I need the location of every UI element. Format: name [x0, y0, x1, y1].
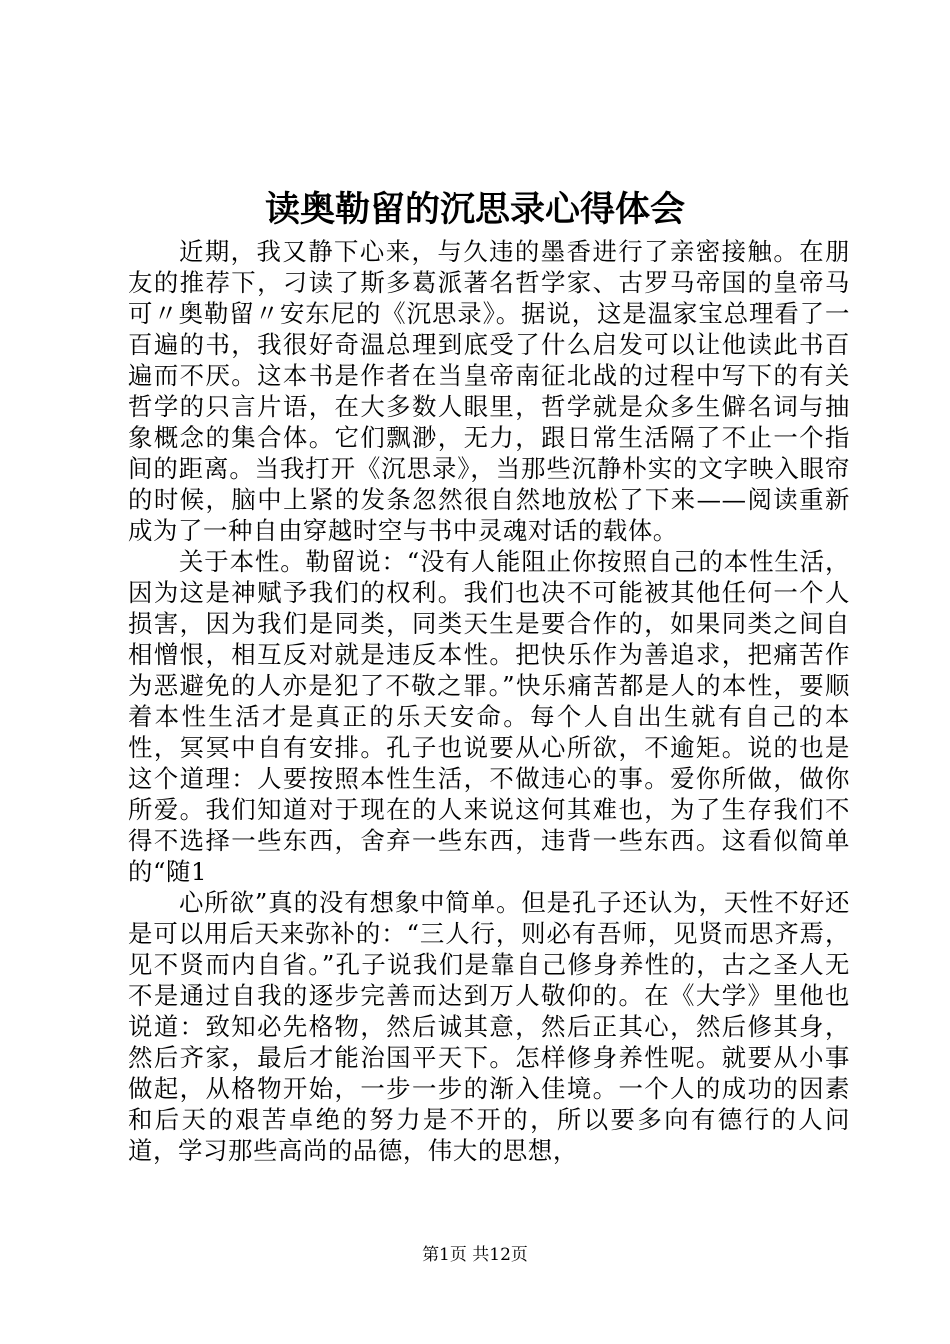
document-title: 读奥勒留的沉思录心得体会 — [264, 189, 685, 230]
document-body — [128, 236, 850, 1166]
page-footer: 第1页 共12页 — [422, 1245, 528, 1265]
paragraph: 近期，我又静下心来，与久违的墨香进行了亲密接触。在朋友的推荐下，刁读了斯多葛派著名哲学家、古罗马帝国的皇帝马可〃奥勒留〃安东尼的《沉思录》。据说，这是温家宝总理看了一百遍的书，我很好奇温总理到底受了什么启发可以让他读此书百遍而不厌。这本书是作者在当皇帝南征北战的过程中写下的有关哲学的只言片语，在大多数人眼里，哲学就是众多生僻名词与抽象概念的集合体。它们飘渺，无力，跟日常生活隔了不止一个指间的距离。当我打开《沉思录》，当那些沉静朴实的文字映入眼帘的时候，脑中上紧的发条忽然很自然地放松了下来——阅读重新成为了一种自由穿越时空与书中灵魂对话的载体。 — [128, 237, 850, 545]
paragraph: 关于本性。勒留说：“没有人能阻止你按照自己的本性生活，因为这是神赋予我们的权利。我们也决不可能被其他任何一个人损害，因为我们是同类，同类天生是要合作的，如果同类之间自相憎恨，相互反对就是违反本性。把快乐作为善追求，把痛苦作为恶避免的人亦是犯了不敬之罪。”快乐痛苦都是人的本性，要顺着本性生活才是真正的乐天安命。每个人自出生就有自己的本性，冥冥中自有安排。孔子也说要从心所欲，不逾矩。说的也是这个道理：人要按照本性生活，不做违心的事。爱你所做，做你所爱。我们知道对于现在的人来说这何其难也，为了生存我们不得不选择一些东西，舍弃一些东西，违背一些东西。这看似简单的“随1 — [128, 547, 850, 886]
paragraph: 心所欲”真的没有想象中简单。但是孔子还认为，天性不好还是可以用后天来弥补的：“三人行，则必有吾师，见贤而思齐焉，见不贤而内自省。”孔子说我们是靠自己修身养性的，古之圣人无不是通过自我的逐步完善而达到万人敬仰的。在《大学》里他也说道：致知必先格物，然后诚其意，然后正其心，然后修其身，然后齐家，最后才能治国平天下。怎样修身养性呢。就要从小事做起，从格物开始，一步一步的渐入佳境。一个人的成功的因素和后天的艰苦卓绝的努力是不开的，所以要多向有德行的人问道，学习那些高尚的品德，伟大的思想， — [128, 888, 850, 1165]
